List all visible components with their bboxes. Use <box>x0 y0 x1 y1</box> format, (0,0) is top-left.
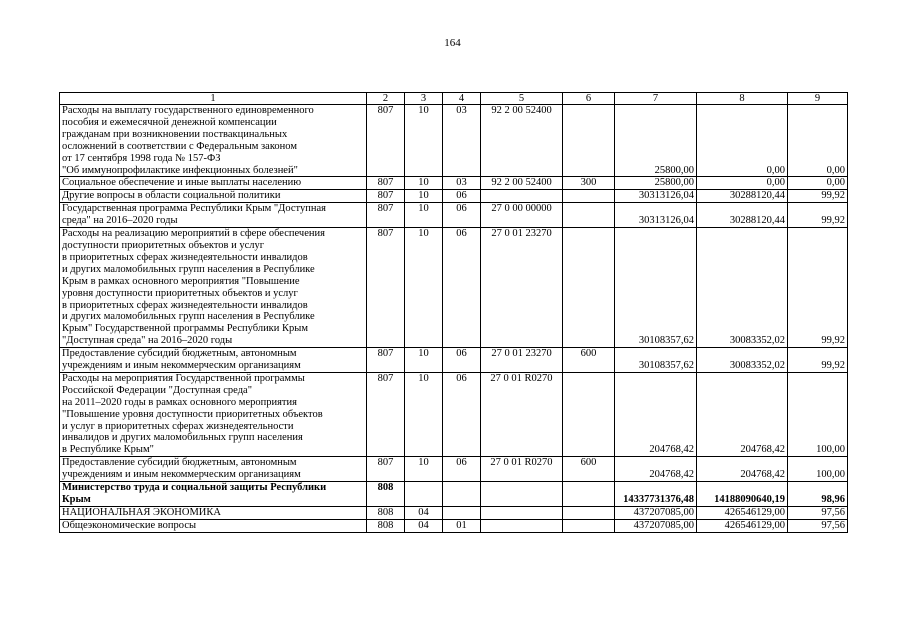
table-row <box>60 519 848 532</box>
execution-percent: 99,92 <box>788 348 848 373</box>
ministry-code: 807 <box>367 228 405 348</box>
section-code: 10 <box>405 372 443 456</box>
execution-percent: 100,00 <box>788 457 848 482</box>
ministry-code: 807 <box>367 348 405 373</box>
target-article-code: 27 0 00 00000 <box>481 203 563 228</box>
table-row <box>60 372 848 456</box>
subsection-code: 06 <box>443 457 481 482</box>
table-row <box>60 203 848 228</box>
executed-amount: 204768,42 <box>697 372 788 456</box>
execution-percent: 99,92 <box>788 228 848 348</box>
planned-amount: 30313126,04 <box>615 190 697 203</box>
subsection-code: 06 <box>443 372 481 456</box>
column-header: 5 <box>481 93 563 105</box>
subsection-code <box>443 482 481 507</box>
row-description: Предоставление субсидий бюджетным, автономным учреждениям и иным некоммерческим организациям <box>60 457 367 482</box>
subsection-code: 03 <box>443 177 481 190</box>
section-code: 10 <box>405 190 443 203</box>
subsection-code: 06 <box>443 203 481 228</box>
planned-amount: 204768,42 <box>615 457 697 482</box>
row-description: Министерство труда и социальной защиты Республики Крым <box>60 482 367 507</box>
target-article-code: 92 2 00 52400 <box>481 177 563 190</box>
execution-percent: 99,92 <box>788 190 848 203</box>
subsection-code <box>443 506 481 519</box>
target-article-code: 27 0 01 R0270 <box>481 372 563 456</box>
executed-amount: 0,00 <box>697 177 788 190</box>
row-description: Общеэкономические вопросы <box>60 519 367 532</box>
expense-type-code <box>563 372 615 456</box>
ministry-code: 807 <box>367 105 405 177</box>
section-code: 10 <box>405 457 443 482</box>
section-code: 10 <box>405 203 443 228</box>
executed-amount: 30288120,44 <box>697 190 788 203</box>
header-row <box>60 93 848 105</box>
execution-percent: 97,56 <box>788 506 848 519</box>
executed-amount: 426546129,00 <box>697 519 788 532</box>
execution-percent: 0,00 <box>788 177 848 190</box>
column-header: 2 <box>367 93 405 105</box>
execution-percent: 100,00 <box>788 372 848 456</box>
executed-amount: 14188090640,19 <box>697 482 788 507</box>
expense-type-code <box>563 203 615 228</box>
target-article-code <box>481 482 563 507</box>
section-code: 04 <box>405 519 443 532</box>
ministry-code: 808 <box>367 506 405 519</box>
planned-amount: 30108357,62 <box>615 348 697 373</box>
budget-table <box>59 92 848 533</box>
table-row <box>60 506 848 519</box>
table-row <box>60 482 848 507</box>
table-row <box>60 105 848 177</box>
column-header: 7 <box>615 93 697 105</box>
subsection-code: 06 <box>443 228 481 348</box>
section-code: 10 <box>405 228 443 348</box>
table-row <box>60 228 848 348</box>
expense-type-code <box>563 228 615 348</box>
subsection-code: 06 <box>443 190 481 203</box>
subsection-code: 06 <box>443 348 481 373</box>
executed-amount: 204768,42 <box>697 457 788 482</box>
table-row <box>60 457 848 482</box>
section-code: 10 <box>405 105 443 177</box>
section-code <box>405 482 443 507</box>
executed-amount: 426546129,00 <box>697 506 788 519</box>
table-row <box>60 348 848 373</box>
row-description: НАЦИОНАЛЬНАЯ ЭКОНОМИКА <box>60 506 367 519</box>
planned-amount: 437207085,00 <box>615 506 697 519</box>
column-header: 4 <box>443 93 481 105</box>
expense-type-code: 600 <box>563 348 615 373</box>
target-article-code: 27 0 01 23270 <box>481 228 563 348</box>
column-header: 8 <box>697 93 788 105</box>
ministry-code: 807 <box>367 203 405 228</box>
ministry-code: 808 <box>367 519 405 532</box>
ministry-code: 807 <box>367 177 405 190</box>
planned-amount: 204768,42 <box>615 372 697 456</box>
row-description: Социальное обеспечение и иные выплаты населению <box>60 177 367 190</box>
execution-percent: 0,00 <box>788 105 848 177</box>
planned-amount: 25800,00 <box>615 105 697 177</box>
planned-amount: 30108357,62 <box>615 228 697 348</box>
expense-type-code: 600 <box>563 457 615 482</box>
planned-amount: 437207085,00 <box>615 519 697 532</box>
row-description: Расходы на выплату государственного единовременного пособия и ежемесячной денежной компенсации гражданам при возникновении поствакцинальных осложнений в соответствии с Федеральным законом от 17 сентября 1998 года № 157-ФЗ "Об иммунопрофилактике инфекционных болезней" <box>60 105 367 177</box>
row-description: Предоставление субсидий бюджетным, автономным учреждениям и иным некоммерческим организациям <box>60 348 367 373</box>
ministry-code: 807 <box>367 372 405 456</box>
expense-type-code <box>563 482 615 507</box>
page-number: 164 <box>444 37 461 49</box>
expense-type-code <box>563 506 615 519</box>
executed-amount: 0,00 <box>697 105 788 177</box>
subsection-code: 03 <box>443 105 481 177</box>
target-article-code <box>481 190 563 203</box>
section-code: 10 <box>405 177 443 190</box>
column-header: 3 <box>405 93 443 105</box>
row-description: Расходы на мероприятия Государственной программы Российской Федерации "Доступная среда" на 2011–2020 годы в рамках основного мероприятия "Повышение уровня доступности приоритетных объектов и услуг в приоритетных сферах жизнедеятельности инвалидов и других маломобильных групп населения в Республике Крым" <box>60 372 367 456</box>
target-article-code: 27 0 01 23270 <box>481 348 563 373</box>
target-article-code: 27 0 01 R0270 <box>481 457 563 482</box>
ministry-code: 807 <box>367 190 405 203</box>
expense-type-code <box>563 105 615 177</box>
row-description: Государственная программа Республики Крым "Доступная среда" на 2016–2020 годы <box>60 203 367 228</box>
executed-amount: 30083352,02 <box>697 348 788 373</box>
subsection-code: 01 <box>443 519 481 532</box>
planned-amount: 25800,00 <box>615 177 697 190</box>
table-row <box>60 177 848 190</box>
expense-type-code <box>563 519 615 532</box>
expense-type-code <box>563 190 615 203</box>
ministry-code: 808 <box>367 482 405 507</box>
execution-percent: 98,96 <box>788 482 848 507</box>
section-code: 10 <box>405 348 443 373</box>
execution-percent: 99,92 <box>788 203 848 228</box>
expense-type-code: 300 <box>563 177 615 190</box>
target-article-code <box>481 506 563 519</box>
column-header: 9 <box>788 93 848 105</box>
column-header: 6 <box>563 93 615 105</box>
executed-amount: 30288120,44 <box>697 203 788 228</box>
table-row <box>60 190 848 203</box>
column-header: 1 <box>60 93 367 105</box>
section-code: 04 <box>405 506 443 519</box>
target-article-code: 92 2 00 52400 <box>481 105 563 177</box>
row-description: Расходы на реализацию мероприятий в сфере обеспечения доступности приоритетных объектов и услуг в приоритетных сферах жизнедеятельности инвалидов и других маломобильных групп населения в Республике Крым в рамках основного мероприятия "Повышение уровня доступности приоритетных объектов и услуг в приоритетных сферах жизнедеятельности инвалидов и других маломобильных групп населения в Республике Крым" Государственной программы Республики Крым "Доступная среда" на 2016–2020 годы <box>60 228 367 348</box>
execution-percent: 97,56 <box>788 519 848 532</box>
planned-amount: 30313126,04 <box>615 203 697 228</box>
target-article-code <box>481 519 563 532</box>
row-description: Другие вопросы в области социальной политики <box>60 190 367 203</box>
ministry-code: 807 <box>367 457 405 482</box>
executed-amount: 30083352,02 <box>697 228 788 348</box>
planned-amount: 14337731376,48 <box>615 482 697 507</box>
